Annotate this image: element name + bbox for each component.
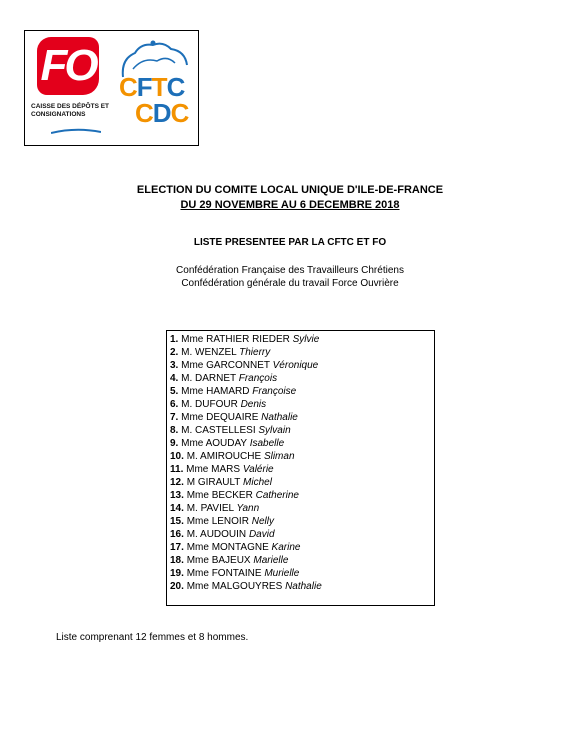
candidate-number: 20. [170, 581, 184, 592]
candidate-lastname: BECKER [211, 490, 253, 501]
candidate-firstname: Nathalie [261, 412, 298, 423]
candidate-row [170, 463, 322, 476]
candidate-civility: M. [181, 373, 193, 384]
candidate-civility: M. [186, 451, 198, 462]
candidate-lastname: CASTELLESI [195, 425, 256, 436]
candidate-firstname: David [248, 529, 275, 540]
candidate-lastname: LENOIR [211, 516, 249, 527]
candidate-lastname: GIRAULT [197, 477, 241, 488]
candidate-lastname: AUDOUIN [200, 529, 247, 540]
union-logos [24, 30, 199, 146]
confederation-fo: Confédération générale du travail Force Ouvrière [181, 278, 399, 289]
candidate-number: 13. [170, 490, 184, 501]
candidate-civility: M. [186, 529, 198, 540]
candidate-firstname: Denis [240, 399, 267, 410]
candidate-number: 9. [170, 438, 179, 449]
candidate-civility: Mme [186, 464, 209, 475]
candidate-row [170, 437, 322, 450]
candidate-row [170, 580, 322, 593]
candidate-civility: Mme [181, 412, 204, 423]
candidate-row [170, 554, 322, 567]
candidate-lastname: HAMARD [206, 386, 250, 397]
candidate-number: 6. [170, 399, 179, 410]
candidate-firstname: François [238, 373, 278, 384]
candidate-row [170, 385, 322, 398]
candidate-firstname: Thierry [239, 347, 271, 358]
candidate-lastname: FONTAINE [211, 568, 262, 579]
candidate-row [170, 515, 322, 528]
candidate-list [170, 333, 322, 593]
candidate-number: 7. [170, 412, 179, 423]
fo-logo: FO [37, 37, 99, 95]
candidate-civility: M [186, 477, 196, 488]
candidate-firstname: Nelly [251, 516, 274, 527]
election-dates: DU 29 NOVEMBRE AU 6 DECEMBRE 2018 [180, 199, 400, 211]
candidate-number: 5. [170, 386, 179, 397]
candidate-row [170, 476, 322, 489]
candidate-row [170, 333, 322, 346]
candidate-civility: M. [186, 503, 198, 514]
candidate-number: 12. [170, 477, 184, 488]
candidate-number: 4. [170, 373, 179, 384]
candidate-civility: Mme [186, 542, 209, 553]
candidate-civility: M. [181, 425, 193, 436]
candidate-row [170, 528, 322, 541]
candidate-row [170, 567, 322, 580]
candidate-firstname: Sylvie [292, 334, 320, 345]
fo-swoosh-icon [51, 127, 101, 137]
candidate-lastname: GARCONNET [206, 360, 270, 371]
candidate-number: 10. [170, 451, 184, 462]
list-heading: LISTE PRESENTEE PAR LA CFTC ET FO [193, 237, 387, 248]
candidate-firstname: Françoise [252, 386, 297, 397]
candidate-number: 11. [170, 464, 184, 475]
candidate-civility: M. [181, 347, 193, 358]
candidate-number: 2. [170, 347, 179, 358]
candidate-civility: Mme [186, 516, 209, 527]
candidate-number: 17. [170, 542, 184, 553]
candidate-lastname: BAJEUX [211, 555, 251, 566]
candidate-lastname: AMIROUCHE [200, 451, 262, 462]
candidate-row [170, 450, 322, 463]
candidate-row [170, 372, 322, 385]
candidate-list-box [166, 330, 435, 606]
candidate-civility: Mme [186, 555, 209, 566]
candidate-civility: Mme [181, 386, 204, 397]
candidate-firstname: Murielle [264, 568, 300, 579]
candidate-number: 14. [170, 503, 184, 514]
candidate-firstname: Yann [236, 503, 260, 514]
fo-logo-caption: CAISSE DES DÉPÔTS ET CONSIGNATIONS [31, 103, 110, 118]
candidate-row [170, 359, 322, 372]
candidate-number: 8. [170, 425, 179, 436]
candidate-firstname: Véronique [272, 360, 319, 371]
candidate-civility: Mme [181, 360, 204, 371]
candidate-lastname: MARS [211, 464, 241, 475]
candidate-civility: Mme [186, 568, 209, 579]
candidate-number: 19. [170, 568, 184, 579]
candidate-row [170, 411, 322, 424]
candidate-row [170, 541, 322, 554]
candidate-lastname: MALGOUYRES [211, 581, 283, 592]
candidate-lastname: WENZEL [195, 347, 237, 358]
candidate-firstname: Michel [243, 477, 272, 488]
candidate-lastname: AOUDAY [205, 438, 247, 449]
candidate-lastname: DARNET [195, 373, 236, 384]
candidate-civility: Mme [181, 438, 204, 449]
candidate-number: 15. [170, 516, 184, 527]
cdc-logo-text: CDC [135, 98, 189, 128]
candidate-civility: Mme [186, 490, 209, 501]
candidate-lastname: MONTAGNE [211, 542, 269, 553]
cftc-logo-text: CFTC [119, 72, 185, 102]
candidate-firstname: Isabelle [249, 438, 285, 449]
candidate-firstname: Sliman [263, 451, 295, 462]
candidate-firstname: Karine [271, 542, 301, 553]
candidate-row [170, 398, 322, 411]
candidate-row [170, 346, 322, 359]
candidate-civility: M. [181, 399, 193, 410]
candidate-row [170, 489, 322, 502]
candidate-lastname: DUFOUR [195, 399, 238, 410]
candidate-lastname: DEQUAIRE [206, 412, 259, 423]
candidate-number: 3. [170, 360, 179, 371]
candidate-firstname: Nathalie [285, 581, 322, 592]
list-summary: Liste comprenant 12 femmes et 8 hommes. [56, 632, 249, 643]
candidate-civility: Mme [186, 581, 209, 592]
candidate-firstname: Marielle [253, 555, 289, 566]
candidate-firstname: Sylvain [258, 425, 291, 436]
candidate-firstname: Catherine [255, 490, 299, 501]
candidate-firstname: Valérie [242, 464, 274, 475]
candidate-number: 16. [170, 529, 184, 540]
confederation-cftc: Confédération Française des Travailleurs Chrétiens [176, 265, 404, 276]
candidate-row [170, 424, 322, 437]
candidate-lastname: RATHIER RIEDER [206, 334, 290, 345]
election-title: ELECTION DU COMITE LOCAL UNIQUE D'ILE-DE-FRANCE [136, 184, 444, 196]
candidate-row [170, 502, 322, 515]
candidate-lastname: PAVIEL [200, 503, 234, 514]
candidate-number: 1. [170, 334, 179, 345]
candidate-civility: Mme [181, 334, 204, 345]
candidate-number: 18. [170, 555, 184, 566]
